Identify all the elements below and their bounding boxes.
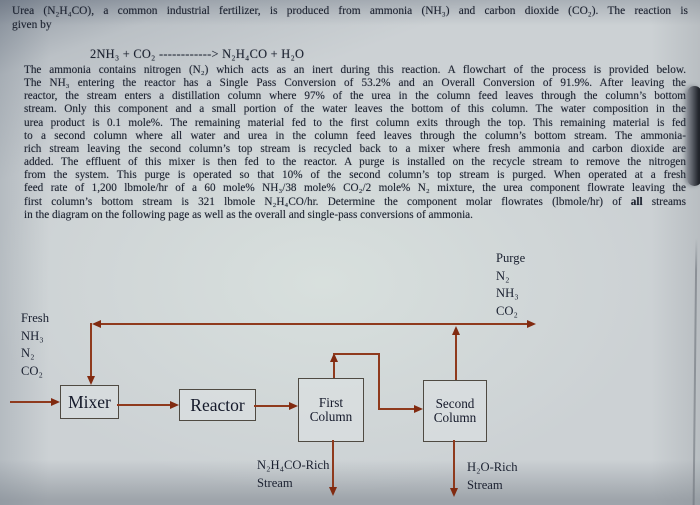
- second-column-top-stream-line: [455, 335, 457, 380]
- body-line: The ammonia contains nitrogen (N₂) which acts as an inert during this reaction. A flowchart of the process is provided below.: [24, 64, 686, 76]
- water-rich-stream-line: [453, 440, 455, 488]
- mixer-box: [60, 385, 119, 419]
- purge-label-line: N₂: [496, 268, 510, 283]
- body-line-11-post: streams: [642, 195, 686, 208]
- fresh-feed-label: [21, 310, 49, 380]
- fresh-feed-label-line: Fresh: [21, 311, 49, 325]
- first-column-top-stream-line: [333, 362, 335, 378]
- purge-label-line: NH₃: [496, 286, 519, 300]
- body-line: from the system. This purge is operated so that 10% of the second column’s top stream is purged. When operated at a fresh: [24, 169, 686, 182]
- water-rich-stream-arrowhead-icon: [450, 488, 458, 497]
- urea-rich-stream-label: [257, 456, 329, 492]
- second-column-top-arrowhead-icon: [452, 326, 460, 335]
- recycle-into-mixer-arrowhead-icon: [87, 376, 95, 385]
- intro-line-1: Urea (N₂H₄CO), a common industrial fertilizer, is produced from ammonia (NH₃) and carbon dioxide (CO₂). The reaction is: [12, 5, 688, 17]
- fresh-feed-label-line: CO₂: [21, 363, 43, 378]
- reactor-to-first-column-line: [254, 405, 290, 407]
- first-to-second-column-line-entry: [378, 408, 415, 410]
- body-line: to a second column where all water and urea in the column feed leaves through the column’s bottom stream. The ammonia-: [24, 129, 686, 142]
- body-line-11-pre: first column’s bottom stream is 321 lbmole N₂H₄CO/hr. Determine the component molar flowrates (lbmole/hr) of: [24, 195, 631, 208]
- body-line: The NH₃ entering the reactor has a Single Pass Conversion of 53.2% and an Overall Conversion of 91.9%. After leaving the: [24, 77, 686, 90]
- body-line: reactor, the stream enters a distillation column where 97% of the urea in the column feed leaves through the column’s bottom: [24, 90, 686, 103]
- fresh-feed-arrowhead-icon: [51, 398, 60, 406]
- body-line: stream. Only this component and a small portion of the water leaves the bottom of this column. The water composition in the: [24, 103, 686, 116]
- mixer-to-reactor-arrowhead-icon: [170, 401, 179, 409]
- urea-rich-stream-arrowhead-icon: [329, 487, 337, 496]
- reaction-equation: 2NH₃ + CO₂ ------------> N₂H₄CO + H₂O: [90, 47, 305, 61]
- recycle-arrowhead-left-icon: [92, 320, 101, 328]
- purge-arrowhead-icon: [527, 320, 536, 328]
- first-to-second-column-line-drop: [378, 353, 380, 410]
- purge-label: [496, 250, 525, 320]
- body-line: feed rate of 1,200 lbmole/hr of a 60 mole% NH₃/38 mole% CO₂/2 mole% N₂ mixture, the urea component flowrate leaving the: [24, 182, 686, 195]
- fresh-feed-label-line: NH₃: [21, 328, 44, 343]
- intro-paragraph: [12, 4, 688, 32]
- mixer-box-label: Mixer: [68, 391, 111, 412]
- mixer-to-reactor-line: [117, 404, 171, 406]
- intro-line-2: given by: [12, 19, 52, 32]
- second-column-box: [423, 380, 487, 442]
- water-rich-stream-label-line: Stream: [467, 478, 503, 492]
- recycle-line-horizontal: [99, 323, 456, 325]
- fresh-feed-label-line: N₂: [21, 346, 35, 360]
- urea-rich-stream-label-line: N₂H₄CO-Rich: [257, 458, 330, 472]
- first-column-box-label: Column: [309, 409, 353, 424]
- first-to-second-column-line-top: [333, 353, 380, 355]
- fresh-feed-line: [10, 401, 52, 403]
- paper-edge-line: [693, 238, 698, 505]
- reactor-to-first-column-arrowhead-icon: [289, 402, 298, 410]
- second-column-box-label: Column: [433, 410, 477, 425]
- body-line: added. The effluent of this mixer is then fed to the reactor. A purge is installed on the recycle stream to remove the nitrogen: [24, 156, 686, 169]
- purge-line: [456, 323, 528, 325]
- purge-label-line: Purge: [496, 251, 526, 265]
- body-line: in the diagram on the following page as well as the overall and single-pass conversions of ammonia.: [24, 208, 473, 221]
- urea-rich-stream-label-line: Stream: [257, 476, 293, 490]
- first-column-box-label: First: [318, 394, 344, 410]
- second-column-box-label: Second: [435, 395, 475, 411]
- purge-label-line: CO₂: [496, 303, 518, 318]
- recycle-line-vertical: [90, 323, 92, 377]
- body-line-11-bold-all: all: [630, 195, 643, 208]
- second-column-feed-arrowhead-icon: [414, 405, 423, 413]
- urea-rich-stream-line: [332, 440, 334, 488]
- pen-at-page-edge: [687, 86, 700, 186]
- body-paragraph: [24, 64, 686, 222]
- body-line: [24, 196, 686, 209]
- reactor-box: [179, 389, 256, 421]
- body-line: urea product is 0.1 mole%. The remaining material fed to the first column exits through the top. This remaining material is fed: [24, 116, 686, 129]
- reactor-box-label: Reactor: [190, 394, 245, 415]
- water-rich-stream-label-line: H₂O-Rich: [467, 460, 518, 474]
- water-rich-stream-label: [467, 458, 518, 494]
- body-line: rich stream leaving the second column’s top stream is recycled back to a mixer where fresh ammonia and carbon dioxide are: [24, 142, 686, 155]
- first-column-box: [298, 378, 364, 442]
